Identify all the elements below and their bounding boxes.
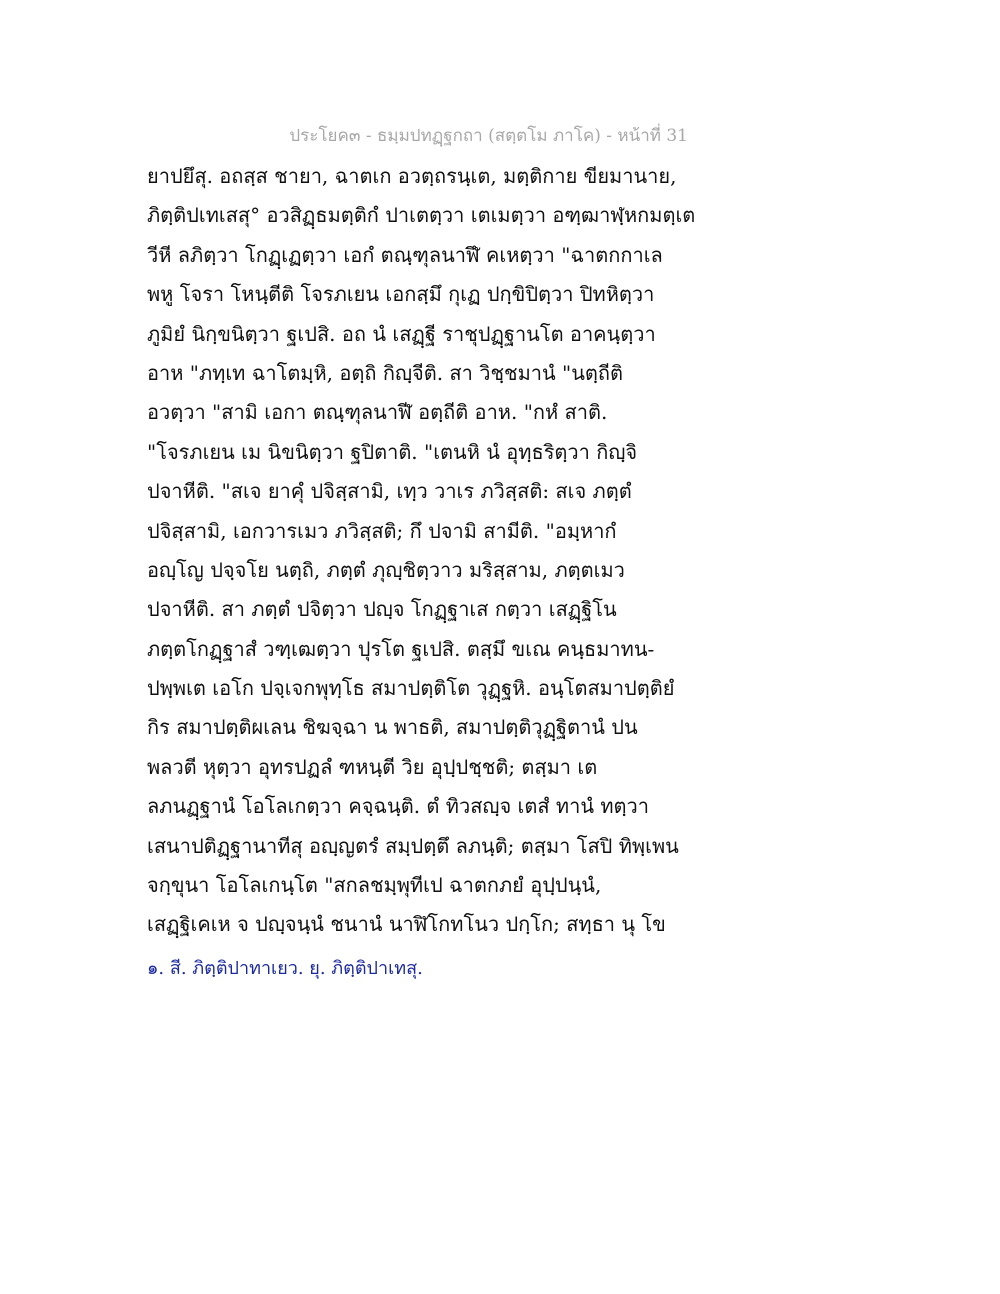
text-line: "โจรภเยน เม นิขนิตฺวา ฐปิตาติ. "เตนหิ นํ อุทฺธริตฺวา กิญฺจิ bbox=[147, 439, 638, 464]
text-line: ภูมิยํ นิกฺขนิตฺวา ฐเปสิ. อถ นํ เสฏฺฐี ราชุปฏฺฐานโต อาคนฺตฺวา bbox=[147, 321, 656, 346]
page-header: ประโยค๓ - ธมฺมปทฏฺฐกถา (สตฺตโม ภาโค) - หน้าที่ 31 bbox=[289, 126, 688, 146]
text-line: พลวตี หุตฺวา อุทรปฏลํ ฑหนฺตี วิย อุปฺปชฺชติ; ตสฺมา เต bbox=[147, 754, 598, 779]
text-line: ปจิสฺสามิ, เอกวารเมว ภวิสฺสติ; กึ ปจามิ สามีติ. "อมฺหากํ bbox=[147, 518, 617, 543]
text-line: จกฺขุนา โอโลเกนฺโต "สกลชมฺพุทีเป ฉาตกภยํ อุปฺปนฺนํ, bbox=[147, 873, 602, 898]
text-line: ภิตฺติปเทเสสุ° อวสิฏฺธมตฺติกํ ปาเตตฺวา เตเมตฺวา อฑฺฒาฬฺหกมตฺเต bbox=[147, 203, 696, 228]
text-line: อวตฺวา "สามิ เอกา ตณฺฑุลนาฬี อตฺถีติ อาห. "กหํ สาติ. bbox=[147, 400, 608, 425]
text-line: พหู โจรา โหนฺตีติ โจรภเยน เอกสฺมึ กุเฏ ปกฺขิปิตฺวา ปิทหิตฺวา bbox=[147, 282, 655, 307]
text-line: ปพฺพเต เอโก ปจฺเจกพุทฺโธ สมาปตฺติโต วุฏฺฐหิ. อนฺโตสมาปตฺติยํ bbox=[147, 676, 675, 701]
text-line: ภตฺตโกฏฺฐาสํ วฑฺเฒตฺวา ปุรโต ฐเปสิ. ตสฺมึ ขเณ คนฺธมาทน- bbox=[147, 636, 655, 661]
text-line: วีหี ลภิตฺวา โกฏฺเฏตฺวา เอกํ ตณฺฑุลนาฬึ คเหตฺวา "ฉาตกกาเล bbox=[147, 242, 663, 267]
text-line: เสนาปติฏฺฐานาทีสุ อญฺญตรํ สมฺปตฺตึ ลภนฺติ; ตสฺมา โสปิ ทิพฺเพน bbox=[147, 833, 679, 858]
text-line: ปจาหีติ. "สเจ ยาคุํ ปจิสฺสามิ, เทฺว วาเร ภวิสฺสติ: สเจ ภตฺตํ bbox=[147, 479, 632, 504]
text-line: ลภนฏฺฐานํ โอโลเกตฺวา คจฺฉนฺติ. ตํ ทิวสญฺจ เตสํ ทานํ ทตฺวา bbox=[147, 794, 649, 819]
text-line: ยาปยึสุ. อถสฺส ชายา, ฉาตเก อวตฺถรนฺเต, มตฺติกาย ขียมานาย, bbox=[147, 164, 677, 188]
text-line: เสฏฺฐิเคเห จ ปญฺจนฺนํ ชนานํ นาฬิโกทโนว ปกฺโก; สทฺธา นุ โข bbox=[147, 912, 666, 937]
body-text bbox=[147, 160, 707, 948]
footnote: ๑. สี. ภิตฺติปาทาเยว. ยุ. ภิตฺติปาเทสุ. bbox=[147, 958, 423, 979]
text-line: อาห "ภทฺเท ฉาโตมฺหิ, อตฺถิ กิญฺจีติ. สา วิชฺชมานํ "นตฺถีติ bbox=[147, 360, 624, 385]
text-line: ปจาหีติ. สา ภตฺตํ ปจิตฺวา ปญฺจ โกฏฺฐาเส กตฺวา เสฏฺฐิโน bbox=[147, 597, 617, 622]
text-line: อญฺโญ ปจฺจโย นตฺถิ, ภตฺตํ ภุญฺชิตฺวาว มริสฺสาม, ภตฺตเมว bbox=[147, 557, 625, 582]
text-line: กิร สมาปตฺติผเลน ชิฆจฺฉา น พาธติ, สมาปตฺติวุฏฺฐิตานํ ปน bbox=[147, 715, 638, 740]
